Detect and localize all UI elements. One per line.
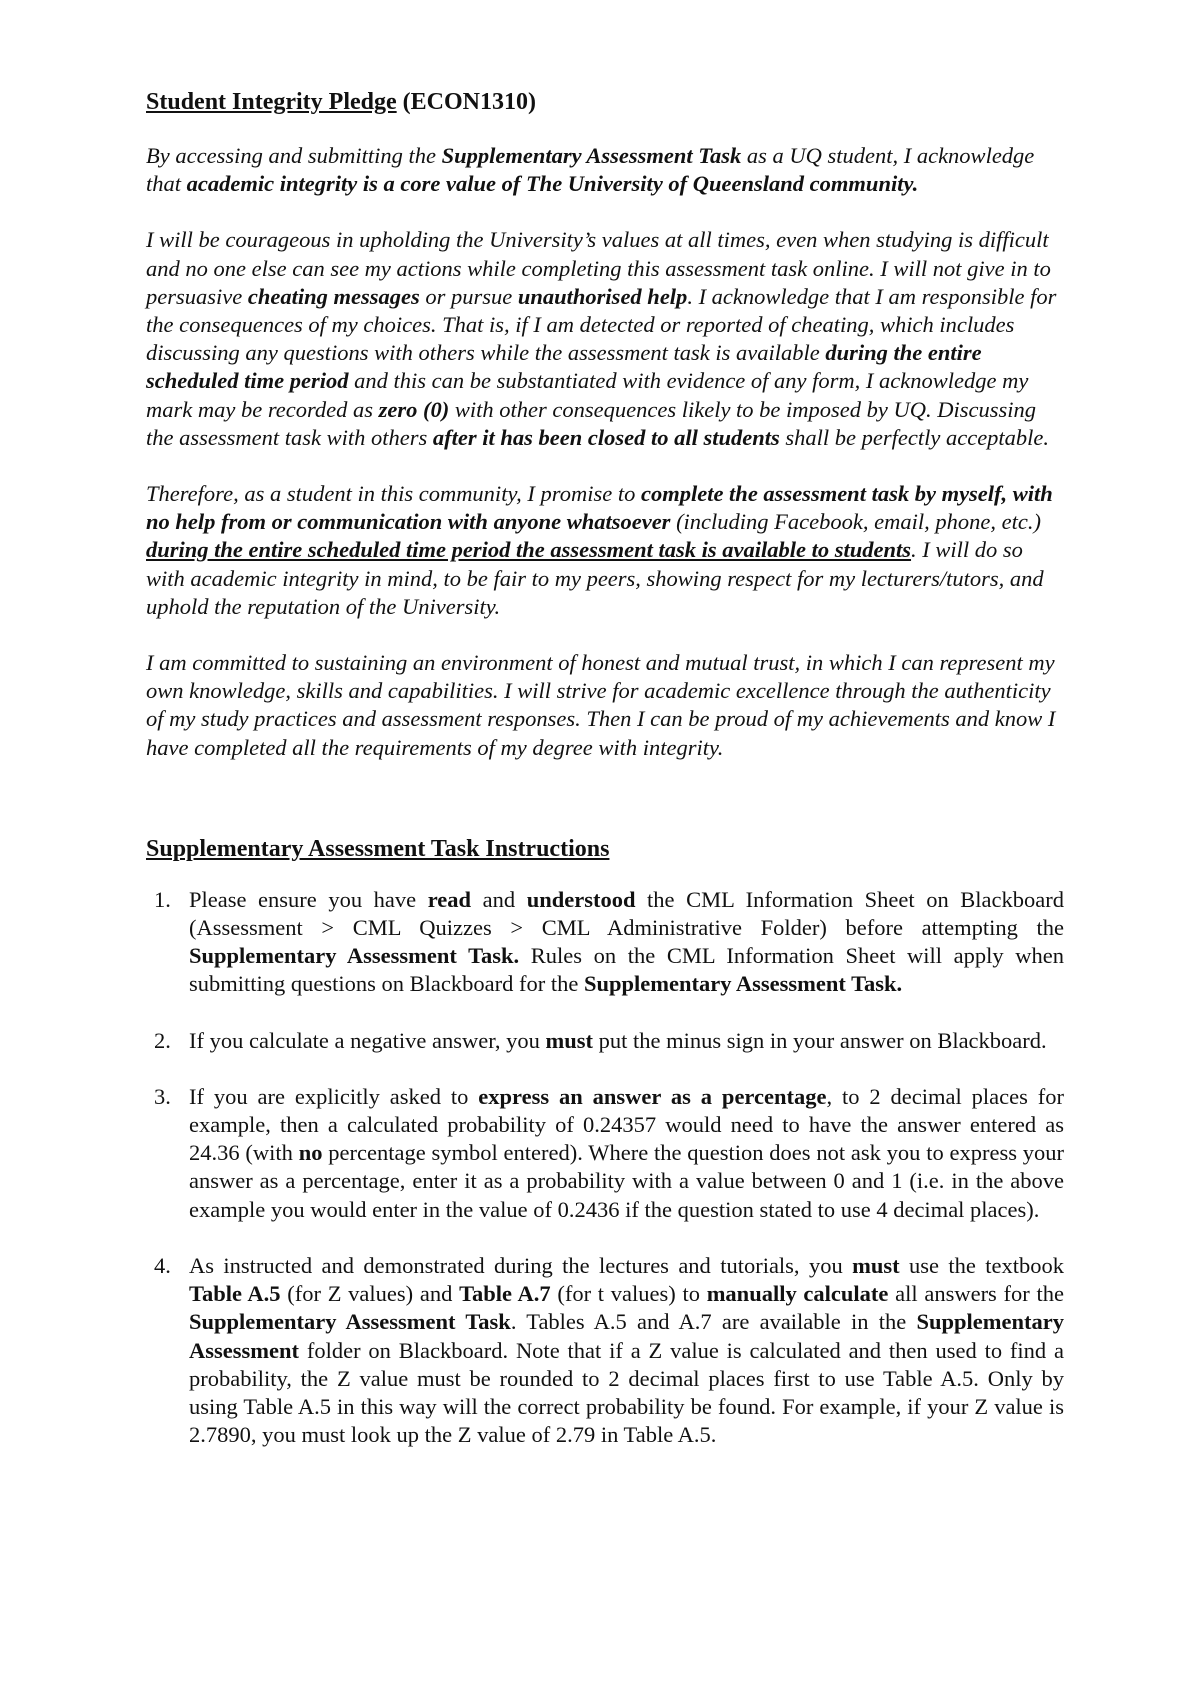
pledge-paragraph-4: I am committed to sustaining an environment of honest and mutual trust, in which I can represent my own knowledge, skills and capabilities. I will strive for academic excellence through the authenticity of my study practices and assessment responses. Then I can be proud of my achievements and know I have completed all the requirements of my degree with integrity. bbox=[146, 650, 1056, 760]
text-run: or pursue bbox=[419, 283, 518, 309]
item-number: 2. bbox=[154, 1027, 171, 1053]
text-run: and this can be substantiated with evidence of any form, I acknowledge my mark may be recorded as bbox=[146, 368, 1029, 422]
text-run: put the minus sign in your answer on Blackboard. bbox=[592, 1027, 1047, 1053]
text-run: shall be perfectly acceptable. bbox=[779, 424, 1050, 450]
bold-run: understood bbox=[526, 886, 636, 912]
bold-run: Table A.5 bbox=[189, 1281, 281, 1307]
pledge-title-main: Student Integrity Pledge bbox=[146, 89, 397, 115]
bold-run: Supplementary Assessment Task. bbox=[189, 943, 520, 969]
text-run: I will be courageous in upholding the University’s values at all times, even when studying is difficult and no one else can see my actions while completing this assessment task online. I will not give in to persuasive bbox=[146, 227, 1051, 309]
item-number: 4. bbox=[154, 1252, 171, 1278]
bold-run: read bbox=[427, 886, 472, 912]
text-run: all answers for the bbox=[888, 1281, 1064, 1307]
text-run: use the textbook bbox=[899, 1252, 1064, 1278]
bold-run: cheating messages bbox=[247, 283, 420, 309]
bold-run: academic integrity is a core value of The University of Queensland community. bbox=[186, 171, 919, 197]
bold-run: unauthorised help bbox=[517, 283, 688, 309]
document-page bbox=[146, 84, 1064, 1477]
text-run: (for t values) to bbox=[550, 1281, 707, 1307]
text-run: . Tables A.5 and A.7 are available in the bbox=[510, 1309, 917, 1335]
bold-run: complete the assessment task by myself, with no help from or communication with anyone whatsoever bbox=[146, 481, 1053, 535]
text-run: the CML Information Sheet on Blackboard (Assessment > CML Quizzes > CML Administrative Folder) before attempting the bbox=[189, 886, 1064, 941]
bold-run: during the entire scheduled time period bbox=[146, 340, 982, 394]
bold-run: Supplementary Assessment Task bbox=[189, 1309, 511, 1335]
bold-underlined-run: during the entire scheduled time period the assessment task is available to students bbox=[146, 537, 912, 563]
bold-run: after it has been closed to all students bbox=[432, 424, 780, 450]
instruction-item-1 bbox=[146, 886, 1064, 999]
text-run: as a UQ student, I acknowledge that bbox=[146, 143, 1035, 197]
instructions-title: Supplementary Assessment Task Instructions bbox=[146, 835, 610, 862]
bold-run: Supplementary Assessment bbox=[189, 1309, 1065, 1363]
text-run: If you are explicitly asked to bbox=[189, 1083, 479, 1109]
instruction-item-3 bbox=[146, 1083, 1064, 1224]
text-run: Rules on the CML Information Sheet will apply when submitting questions on Blackboard for the bbox=[189, 943, 1064, 997]
item-number: 3. bbox=[154, 1083, 171, 1109]
pledge-paragraph-1 bbox=[146, 142, 1064, 198]
text-run: Please ensure you have bbox=[189, 886, 428, 912]
text-run: , to 2 decimal places for example, then a calculated probability of 0.24357 would need to have the answer entered as 24.36 (with bbox=[189, 1083, 1064, 1166]
item-number: 1. bbox=[154, 886, 171, 912]
instructions-list bbox=[146, 886, 1064, 1449]
bold-run: must bbox=[852, 1252, 900, 1278]
text-run: (including Facebook, email, phone, etc.) bbox=[670, 509, 1041, 535]
pledge-body bbox=[146, 142, 1064, 762]
text-run: . I acknowledge that I am responsible for the consequences of my choices. That is, if I am detected or reported of cheating, which includes discussing any questions with others while the assessment task is available bbox=[146, 283, 1057, 366]
bold-run: Supplementary Assessment Task. bbox=[583, 971, 903, 997]
bold-run: Supplementary Assessment Task bbox=[441, 143, 742, 168]
bold-run: zero (0) bbox=[378, 396, 450, 422]
text-run: (for Z values) and bbox=[280, 1281, 460, 1307]
text-run: If you calculate a negative answer, you bbox=[189, 1027, 546, 1053]
text-run: with other consequences likely to be imposed by UQ. Discussing the assessment task with others bbox=[146, 396, 1037, 450]
pledge-paragraph-3 bbox=[146, 480, 1064, 621]
bold-run: no bbox=[298, 1140, 323, 1166]
text-run: and bbox=[471, 886, 527, 912]
text-run: percentage symbol entered). Where the question does not ask you to express your answer as a percentage, enter it as a probability with a value between 0 and 1 (i.e. in the above example you would enter in the value of 0.2436 if the question stated to use 4 decimal places). bbox=[189, 1140, 1064, 1222]
instruction-item-2 bbox=[146, 1027, 1064, 1055]
pledge-paragraph-2 bbox=[146, 226, 1064, 452]
text-run: folder on Blackboard. Note that if a Z value is calculated and then used to find a probability, the Z value must be rounded to 2 decimal places first to use Table A.5. Only by using Table A.5 in this way will the correct probability be found. For example, if your Z value is 2.7890, you must look up the Z value of 2.79 in Table A.5. bbox=[189, 1337, 1064, 1448]
bold-run: manually calculate bbox=[706, 1281, 889, 1307]
pledge-title bbox=[146, 84, 1064, 120]
text-run: . I will do so with academic integrity in mind, to be fair to my peers, showing respect for my lecturers/tutors, and uphold the reputation of the University. bbox=[146, 537, 1044, 619]
text-run: By accessing and submitting the bbox=[146, 143, 442, 168]
text-run: Therefore, as a student in this community, I promise to bbox=[146, 481, 641, 507]
text-run: As instructed and demonstrated during the lectures and tutorials, you bbox=[189, 1252, 853, 1278]
bold-run: express an answer as a percentage bbox=[478, 1083, 827, 1109]
bold-run: must bbox=[545, 1027, 593, 1053]
pledge-title-course: (ECON1310) bbox=[396, 89, 536, 115]
instruction-item-4 bbox=[146, 1252, 1064, 1449]
bold-run: Table A.7 bbox=[459, 1281, 551, 1307]
